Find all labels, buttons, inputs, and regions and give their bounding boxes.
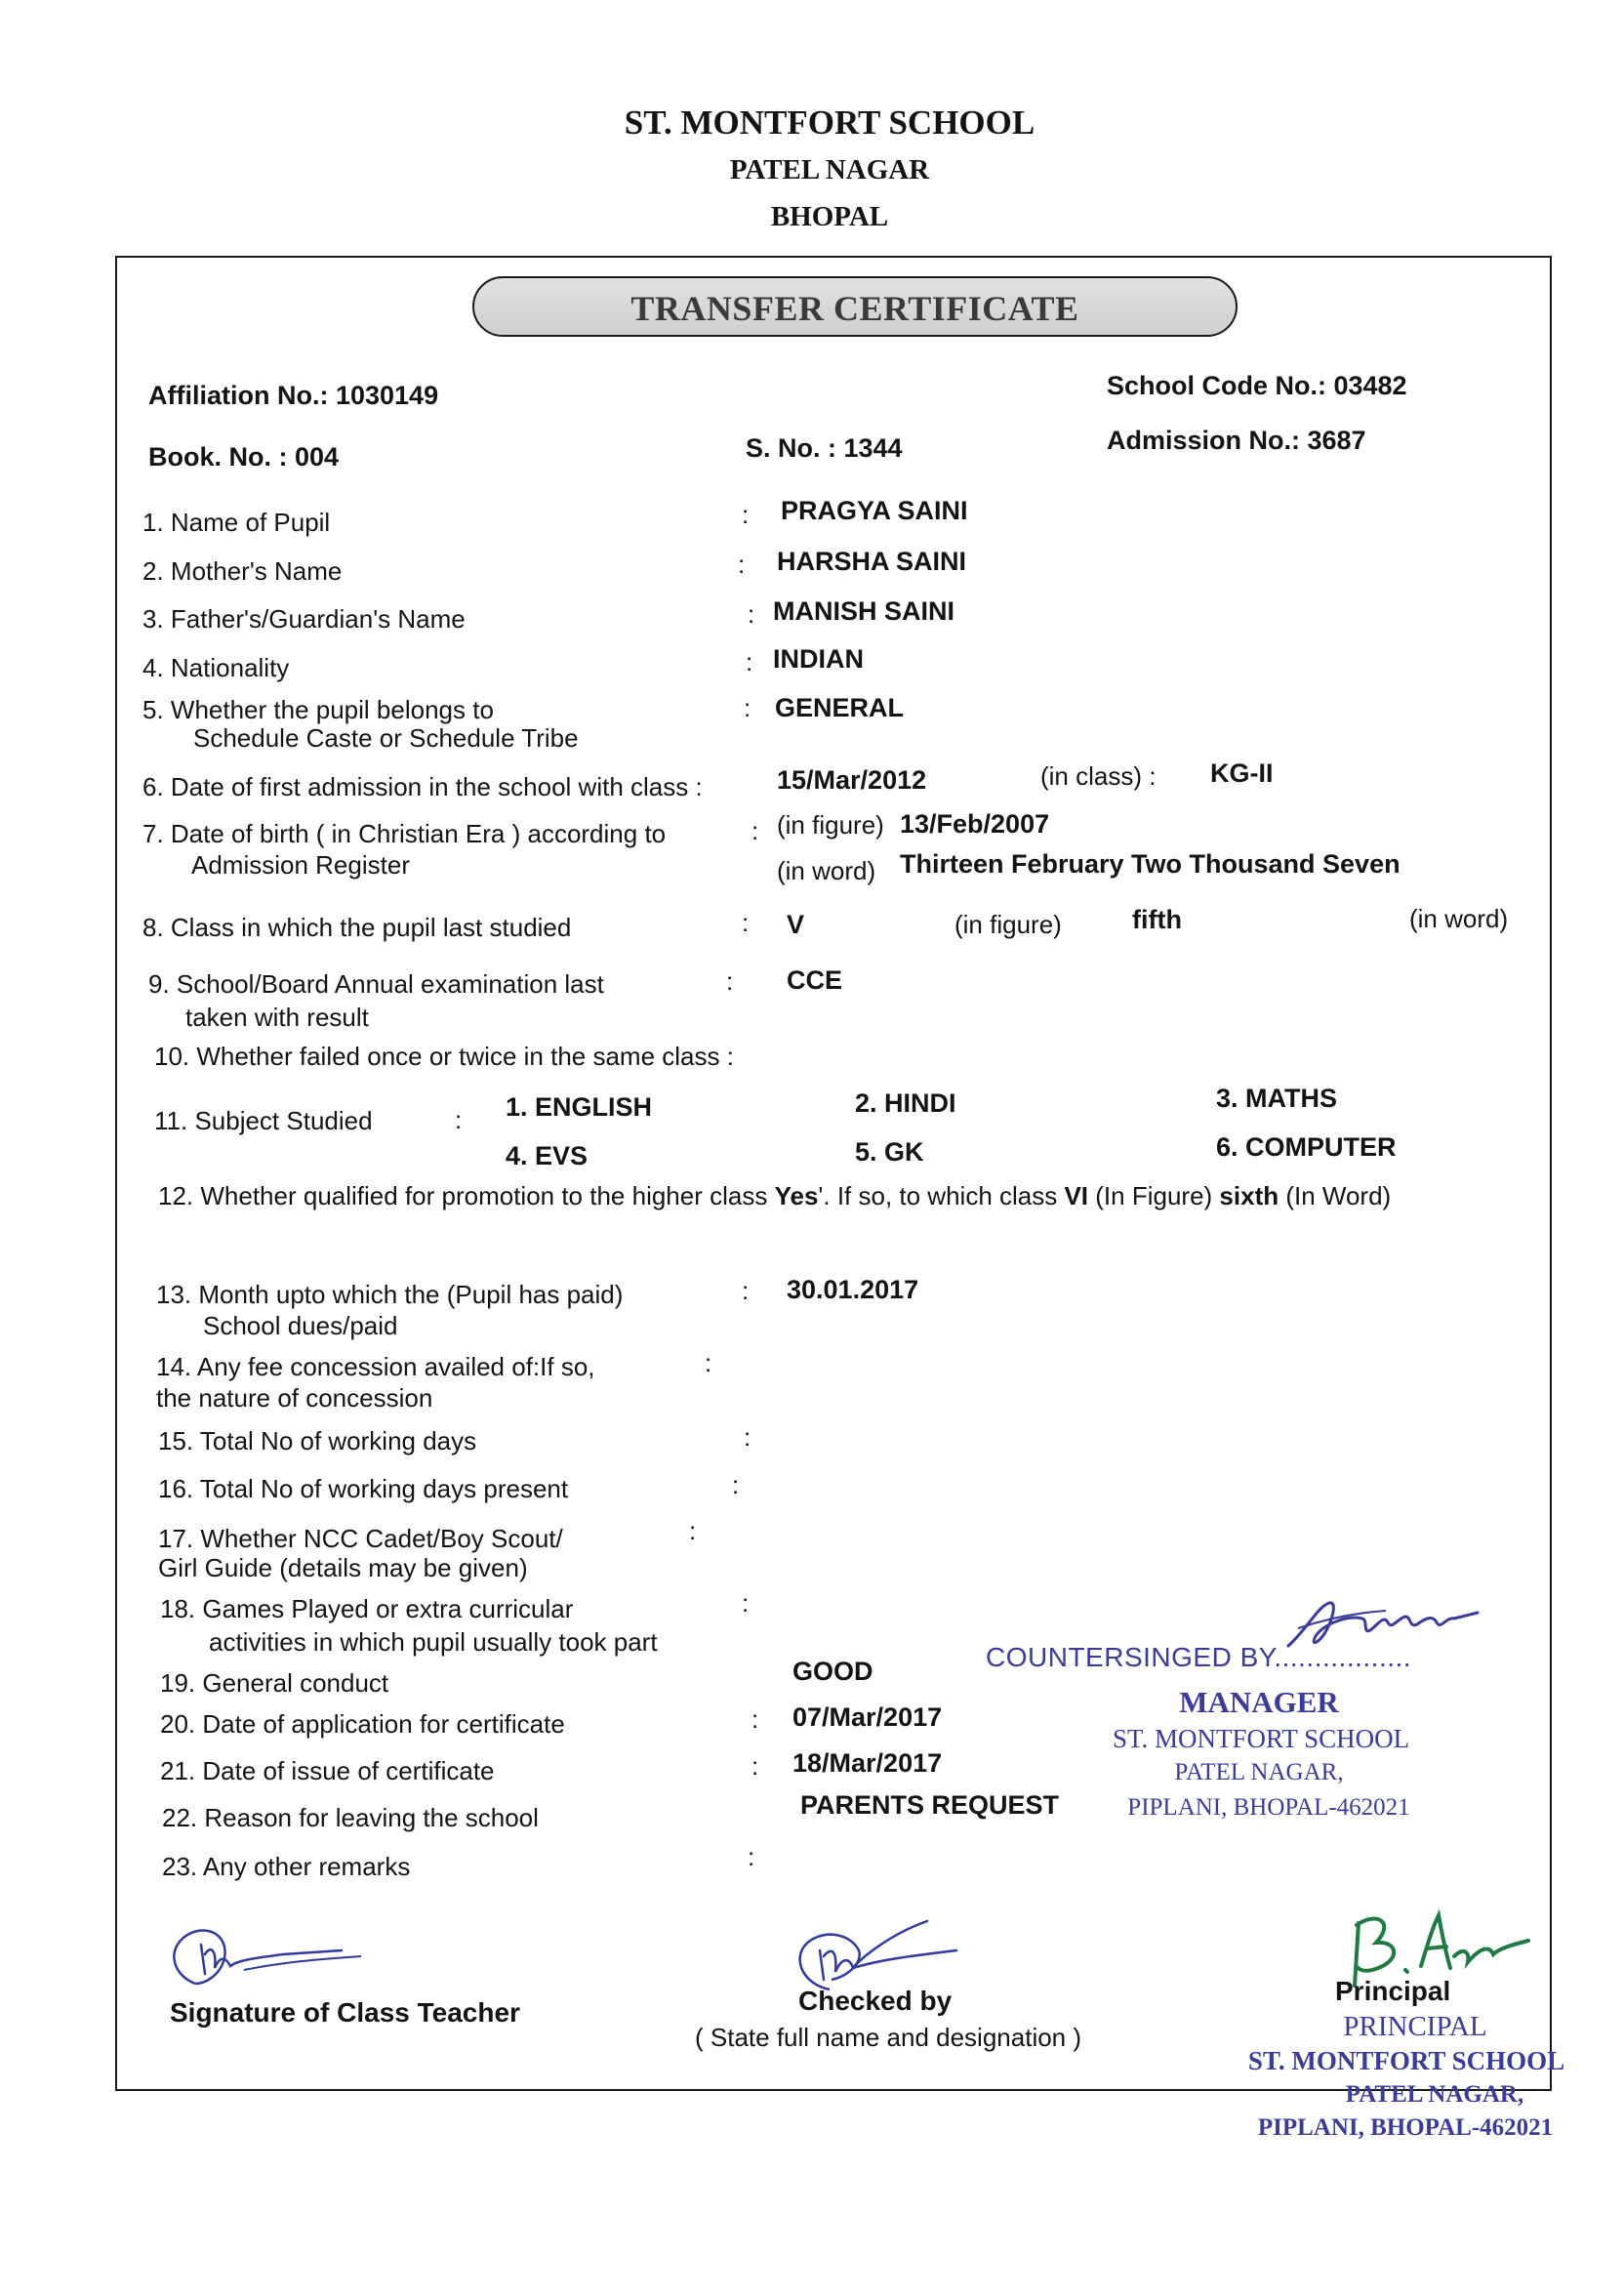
field-7-figure-label: (in figure) xyxy=(777,810,884,840)
colon: : xyxy=(746,647,753,676)
field-6-label: 6. Date of first admission in the school with class : xyxy=(142,772,703,801)
certificate-title: TRANSFER CERTIFICATE xyxy=(630,289,1079,328)
field-12-word-label: (In Word) xyxy=(1279,1181,1392,1210)
subject-3: 3. MATHS xyxy=(1216,1084,1338,1113)
subject-6: 6. COMPUTER xyxy=(1216,1132,1397,1162)
manager-stamp-city: PIPLANI, BHOPAL-462021 xyxy=(1127,1794,1410,1821)
principal-stamp-school: ST. MONTFORT SCHOOL xyxy=(1247,2046,1565,2075)
field-22-value: PARENTS REQUEST xyxy=(800,1790,1060,1820)
colon: : xyxy=(742,1588,750,1618)
field-8-word-label: (in word) xyxy=(1409,904,1509,933)
field-12-question: 12. Whether qualified for promotion to the higher class xyxy=(158,1181,775,1210)
field-6-class-label: (in class) : xyxy=(1040,761,1157,791)
admission-number: Admission No.: 3687 xyxy=(1107,426,1366,455)
field-9-value: CCE xyxy=(787,965,843,995)
field-14-label-cont: the nature of concession xyxy=(156,1383,433,1413)
field-17-label-cont: Girl Guide (details may be given) xyxy=(158,1553,528,1582)
field-12-line xyxy=(158,1181,1391,1211)
field-7-word-value: Thirteen February Two Thousand Seven xyxy=(900,849,1401,879)
affiliation-number: Affiliation No.: 1030149 xyxy=(148,381,439,410)
field-6-value: 15/Mar/2012 xyxy=(777,765,927,795)
colon: : xyxy=(751,1751,759,1781)
colon: : xyxy=(744,1422,751,1452)
field-12-figure-label: (In Figure) xyxy=(1088,1181,1220,1210)
field-2-value: HARSHA SAINI xyxy=(777,547,967,576)
colon: : xyxy=(751,1704,759,1734)
school-city: BHOPAL xyxy=(770,201,889,232)
manager-stamp-school: ST. MONTFORT SCHOOL xyxy=(1113,1724,1410,1753)
field-5-label: 5. Whether the pupil belongs to xyxy=(142,695,494,724)
colon: : xyxy=(742,500,750,529)
colon: : xyxy=(742,1276,750,1305)
field-13-label: 13. Month upto which the (Pupil has paid) xyxy=(156,1280,624,1309)
field-22-label: 22. Reason for leaving the school xyxy=(162,1803,539,1832)
principal-stamp-title: PRINCIPAL xyxy=(1343,2011,1487,2042)
field-21-value: 18/Mar/2017 xyxy=(792,1748,943,1778)
colon: : xyxy=(751,816,759,845)
field-5-label-cont: Schedule Caste or Schedule Tribe xyxy=(193,723,579,753)
field-12-answer: Yes xyxy=(774,1181,819,1210)
class-teacher-signature-label: Signature of Class Teacher xyxy=(170,1997,520,2028)
field-19-value: GOOD xyxy=(792,1657,873,1686)
field-13-label-cont: School dues/paid xyxy=(203,1311,398,1340)
field-17-label: 17. Whether NCC Cadet/Boy Scout/ xyxy=(158,1524,563,1553)
manager-stamp-title: MANAGER xyxy=(1179,1685,1339,1719)
field-7-label: 7. Date of birth ( in Christian Era ) according to xyxy=(142,819,667,848)
field-1-label: 1. Name of Pupil xyxy=(142,508,331,537)
principal-stamp-city: PIPLANI, BHOPAL-462021 xyxy=(1257,2114,1554,2141)
colon: : xyxy=(748,1842,755,1871)
field-23-label: 23. Any other remarks xyxy=(162,1852,411,1881)
field-8-word-value: fifth xyxy=(1132,905,1182,934)
school-name: ST. MONTFORT SCHOOL xyxy=(624,103,1035,142)
countersigned-text: COUNTERSINGED BY................. xyxy=(986,1642,1412,1672)
principal-label: Principal xyxy=(1335,1976,1451,2006)
field-20-label: 20. Date of application for certificate xyxy=(160,1709,565,1739)
field-16-label: 16. Total No of working days present xyxy=(158,1474,569,1503)
serial-number: S. No. : 1344 xyxy=(746,433,903,463)
field-20-value: 07/Mar/2017 xyxy=(792,1702,943,1732)
field-3-value: MANISH SAINI xyxy=(773,596,955,626)
field-2-label: 2. Mother's Name xyxy=(142,556,343,586)
field-9-label-cont: taken with result xyxy=(185,1003,369,1032)
field-11-label: 11. Subject Studied xyxy=(154,1106,373,1135)
subject-2: 2. HINDI xyxy=(855,1088,956,1118)
field-7-word-label: (in word) xyxy=(777,856,876,885)
subject-5: 5. GK xyxy=(855,1137,924,1167)
field-19-label: 19. General conduct xyxy=(160,1668,389,1698)
field-14-label: 14. Any fee concession availed of:If so, xyxy=(156,1352,595,1381)
field-5-value: GENERAL xyxy=(775,693,905,722)
subject-1: 1. ENGLISH xyxy=(506,1092,653,1122)
field-8-label: 8. Class in which the pupil last studied xyxy=(142,913,572,942)
field-13-value: 30.01.2017 xyxy=(787,1275,919,1304)
field-18-label: 18. Games Played or extra curricular xyxy=(160,1594,574,1623)
subject-4: 4. EVS xyxy=(506,1141,589,1170)
field-4-label: 4. Nationality xyxy=(142,653,290,682)
field-3-label: 3. Father's/Guardian's Name xyxy=(142,604,466,634)
manager-signature xyxy=(1269,1589,1483,1667)
colon: : xyxy=(744,693,751,722)
field-12-class-question: '. If so, to which class xyxy=(818,1181,1065,1210)
colon: : xyxy=(742,908,750,937)
field-8-figure-label: (in figure) xyxy=(954,910,1062,939)
colon: : xyxy=(705,1348,712,1377)
field-8-value: V xyxy=(787,910,805,939)
field-7-figure-value: 13/Feb/2007 xyxy=(900,809,1050,839)
book-number: Book. No. : 004 xyxy=(148,442,340,472)
field-18-label-cont: activities in which pupil usually took part xyxy=(209,1627,658,1657)
field-12-class-figure: VI xyxy=(1064,1181,1089,1210)
checked-by-note: ( State full name and designation ) xyxy=(695,2023,1082,2052)
certificate-title-banner xyxy=(472,276,1238,337)
field-1-value: PRAGYA SAINI xyxy=(781,496,968,525)
colon: : xyxy=(738,550,746,579)
colon: : xyxy=(689,1516,697,1545)
field-4-value: INDIAN xyxy=(773,644,864,674)
principal-stamp-area: PATEL NAGAR, xyxy=(1345,2081,1524,2108)
field-9-label: 9. School/Board Annual examination last xyxy=(148,969,604,999)
colon: : xyxy=(726,966,734,996)
field-12-class-word: sixth xyxy=(1219,1181,1279,1210)
colon: : xyxy=(732,1470,740,1499)
colon: : xyxy=(748,599,755,629)
school-code: School Code No.: 03482 xyxy=(1107,371,1407,400)
manager-stamp-area: PATEL NAGAR, xyxy=(1174,1759,1344,1785)
field-10-label: 10. Whether failed once or twice in the same class : xyxy=(154,1042,734,1071)
colon: : xyxy=(455,1105,463,1134)
school-area: PATEL NAGAR xyxy=(729,154,930,185)
checked-by-label: Checked by xyxy=(798,1986,953,2016)
field-6-class-value: KG-II xyxy=(1210,758,1274,788)
field-7-label-cont: Admission Register xyxy=(191,850,410,880)
field-21-label: 21. Date of issue of certificate xyxy=(160,1756,495,1785)
class-teacher-signature xyxy=(156,1915,371,2003)
field-15-label: 15. Total No of working days xyxy=(158,1426,477,1456)
